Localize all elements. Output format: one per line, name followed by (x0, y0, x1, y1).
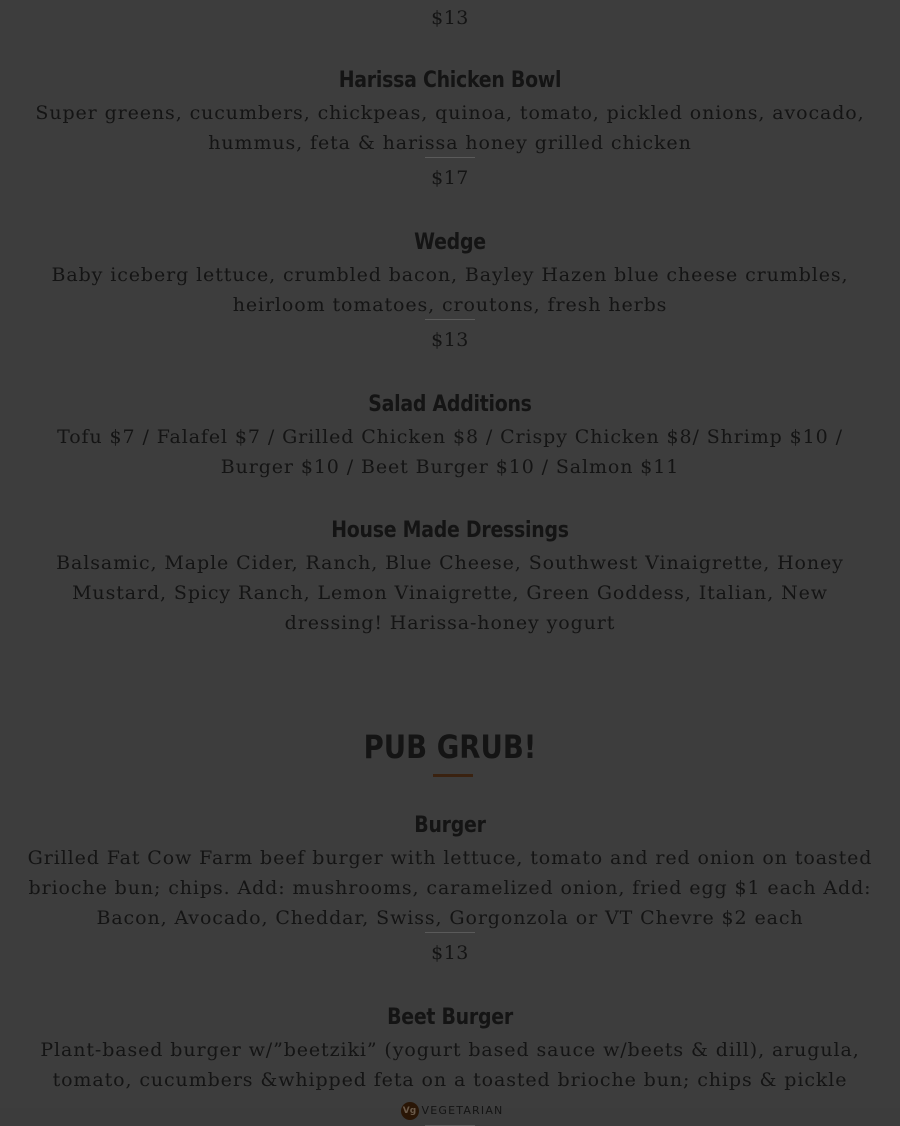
menu-item-description: Tofu $7 / Falafel $7 / Grilled Chicken $8 / Crispy Chicken $8/ Shrimp $10 / Burger $10 / Beet Burger $10 / Salmon $11 (57, 426, 843, 478)
menu-item-price: $13 (431, 329, 469, 351)
menu-item-description: Grilled Fat Cow Farm beef burger with lettuce, tomato and red onion on toasted brioche bun; chips. Add: mushrooms, caramelized onion, fried egg $1 each Add: Bacon, Avocado, Cheddar, Swiss, Gorgonzola or VT Chevre $2 each (27, 847, 873, 929)
menu-item-title: Burger (414, 813, 486, 838)
menu-item-description: Super greens, cucumbers, chickpeas, quinoa, tomato, pickled onions, avocado, hummus, feta & harissa honey grilled chicken (35, 102, 865, 154)
menu-item-salad-additions (0, 390, 900, 482)
section-title: PUB GRUB! (363, 728, 537, 766)
vegetarian-badge (401, 1096, 504, 1126)
menu-item-house-made-dressings (0, 516, 900, 638)
menu-item-wedge (0, 228, 900, 355)
menu-item-harissa-chicken-bowl (0, 66, 900, 193)
menu-item-title: Beet Burger (387, 1005, 513, 1030)
menu-item-previous (0, 3, 900, 33)
menu-item-title: House Made Dressings (331, 518, 569, 543)
menu-item-description-text: Plant-based burger w/”beetziki” (yogurt based sauce w/beets & dill), arugula, tomato, cucumbers &whipped feta on a toasted brioche bun; chips & pickle (40, 1039, 860, 1091)
section-divider (433, 774, 473, 777)
menu-item-description (0, 1035, 900, 1126)
menu-item-title: Salad Additions (368, 392, 532, 417)
menu-item-price: $13 (431, 7, 469, 29)
menu-item-price: $17 (431, 167, 469, 189)
menu-item-title: Harissa Chicken Bowl (338, 68, 562, 93)
menu-item-description: Baby iceberg lettuce, crumbled bacon, Bayley Hazen blue cheese crumbles, heirloom tomatoes, croutons, fresh herbs (51, 264, 849, 316)
menu-item-burger (0, 811, 900, 968)
menu-item-title: Wedge (414, 230, 486, 255)
vegetarian-icon: Vg (401, 1102, 419, 1120)
menu-item-description: Balsamic, Maple Cider, Ranch, Blue Cheese, Southwest Vinaigrette, Honey Mustard, Spicy Ranch, Lemon Vinaigrette, Green Goddess, Italian, New dressing! Harissa-honey yogurt (56, 552, 844, 634)
vegetarian-label: VEGETARIAN (421, 1104, 504, 1117)
menu-item-price: $13 (431, 942, 469, 964)
